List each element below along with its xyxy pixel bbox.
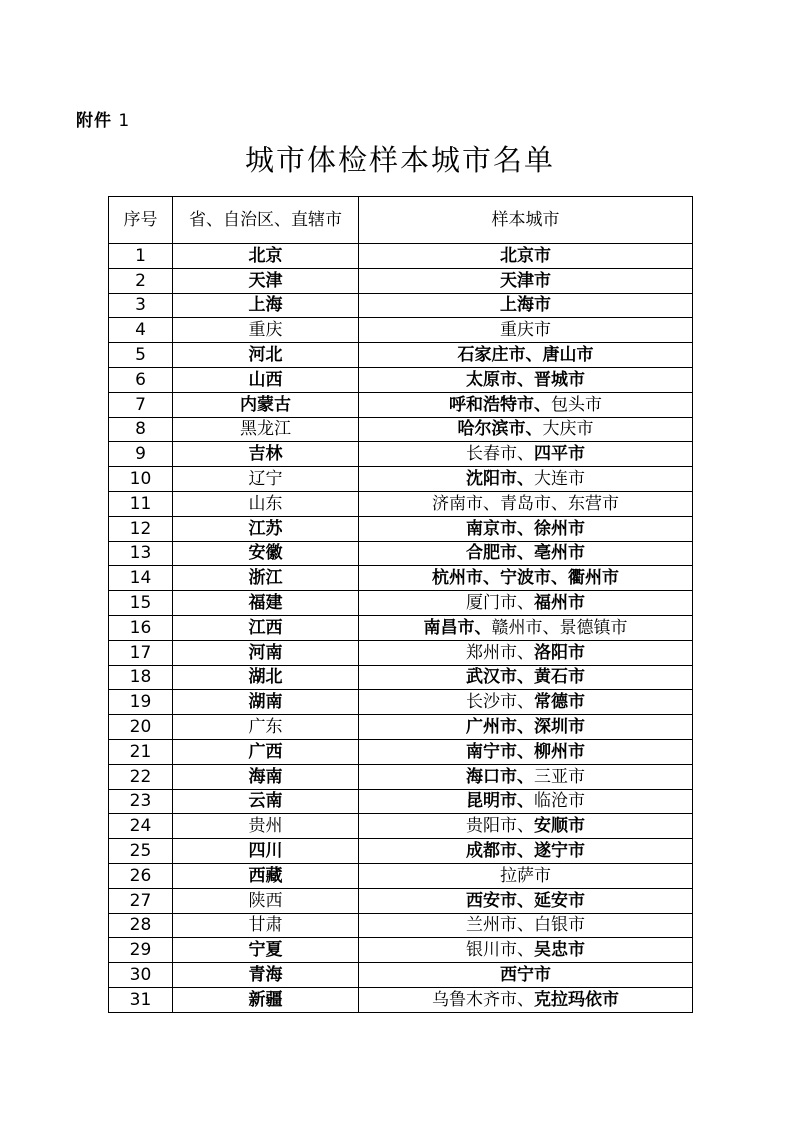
- row-sample-cities: [359, 591, 693, 616]
- city-name-segment: 沈阳市、: [466, 469, 534, 490]
- row-province: 河南: [173, 640, 359, 665]
- table-row: [109, 690, 693, 715]
- row-serial-number: 22: [109, 764, 173, 789]
- row-sample-cities: [359, 566, 693, 591]
- row-sample-cities: [359, 268, 693, 293]
- city-name-segment: 哈尔滨市、: [457, 419, 543, 440]
- table-row: [109, 814, 693, 839]
- row-sample-cities: [359, 615, 693, 640]
- annex-label-text: 附件: [76, 111, 112, 131]
- city-name-segment: 贵阳市、: [466, 816, 534, 837]
- city-name-segment: 拉萨市: [500, 865, 551, 886]
- row-sample-cities: [359, 814, 693, 839]
- table-row: [109, 963, 693, 988]
- row-sample-cities: [359, 343, 693, 368]
- city-name-segment: 重庆市: [500, 320, 551, 341]
- city-name-segment: 北京市: [500, 245, 551, 266]
- row-serial-number: 12: [109, 516, 173, 541]
- header-serial-number: 序号: [109, 197, 173, 244]
- row-serial-number: 4: [109, 318, 173, 343]
- row-sample-cities: [359, 367, 693, 392]
- row-province: 江西: [173, 615, 359, 640]
- city-list-table: [108, 196, 693, 1013]
- row-province: 广西: [173, 739, 359, 764]
- row-province: 湖南: [173, 690, 359, 715]
- row-province: 湖北: [173, 665, 359, 690]
- row-province: 陕西: [173, 888, 359, 913]
- row-sample-cities: [359, 665, 693, 690]
- row-sample-cities: [359, 293, 693, 318]
- table-row: [109, 913, 693, 938]
- row-province: 宁夏: [173, 938, 359, 963]
- table-header-row: [109, 197, 693, 244]
- row-province: 云南: [173, 789, 359, 814]
- row-sample-cities: [359, 541, 693, 566]
- city-name-segment: 上海市: [500, 295, 551, 316]
- city-name-segment: 克拉玛依市: [534, 989, 619, 1010]
- city-name-segment: 天津市: [500, 270, 551, 291]
- table-row: [109, 615, 693, 640]
- row-province: 广东: [173, 715, 359, 740]
- row-serial-number: 5: [109, 343, 173, 368]
- row-serial-number: 11: [109, 491, 173, 516]
- row-serial-number: 25: [109, 839, 173, 864]
- city-name-segment: 常德市: [534, 692, 585, 713]
- row-sample-cities: [359, 839, 693, 864]
- row-serial-number: 21: [109, 739, 173, 764]
- city-name-segment: 武汉市、黄石市: [466, 667, 585, 688]
- row-serial-number: 23: [109, 789, 173, 814]
- city-name-segment: 广州市、深圳市: [466, 717, 585, 738]
- city-name-segment: 赣州市、景德镇市: [491, 617, 628, 638]
- row-province: 新疆: [173, 987, 359, 1012]
- table-row: [109, 863, 693, 888]
- row-province: 黑龙江: [173, 417, 359, 442]
- city-name-segment: 厦门市、: [466, 593, 534, 614]
- row-sample-cities: [359, 690, 693, 715]
- city-name-segment: 临沧市: [534, 791, 585, 812]
- city-name-segment: 包头市: [551, 394, 602, 415]
- city-name-segment: 南宁市、柳州市: [466, 741, 585, 762]
- row-sample-cities: [359, 789, 693, 814]
- city-name-segment: 长沙市、: [466, 692, 534, 713]
- row-serial-number: 24: [109, 814, 173, 839]
- city-name-segment: 太原市、晋城市: [466, 369, 585, 390]
- table-row: [109, 640, 693, 665]
- row-serial-number: 3: [109, 293, 173, 318]
- row-province: 江苏: [173, 516, 359, 541]
- row-province: 吉林: [173, 442, 359, 467]
- row-sample-cities: [359, 318, 693, 343]
- city-name-segment: 四平市: [534, 444, 585, 465]
- row-sample-cities: [359, 913, 693, 938]
- city-name-segment: 西宁市: [500, 965, 551, 985]
- row-sample-cities: [359, 863, 693, 888]
- table-row: [109, 888, 693, 913]
- table-row: [109, 343, 693, 368]
- city-name-segment: 长春市、: [466, 444, 534, 465]
- city-name-segment: 海口市、: [466, 766, 534, 787]
- row-province: 青海: [173, 963, 359, 988]
- row-serial-number: 17: [109, 640, 173, 665]
- row-serial-number: 1: [109, 244, 173, 269]
- table-row: [109, 764, 693, 789]
- row-province: 安徽: [173, 541, 359, 566]
- city-name-segment: 成都市、遂宁市: [466, 841, 585, 862]
- city-name-segment: 杭州市、宁波市、衢州市: [432, 568, 619, 589]
- table-row: [109, 739, 693, 764]
- row-province: 天津: [173, 268, 359, 293]
- table-row: [109, 987, 693, 1012]
- city-name-segment: 银川市、: [466, 940, 534, 961]
- row-sample-cities: [359, 739, 693, 764]
- row-sample-cities: [359, 715, 693, 740]
- table-row: [109, 244, 693, 269]
- annex-label: [76, 106, 130, 131]
- header-sample-cities: 样本城市: [359, 197, 693, 244]
- table-row: [109, 442, 693, 467]
- table-row: [109, 516, 693, 541]
- row-province: 辽宁: [173, 467, 359, 492]
- row-serial-number: 27: [109, 888, 173, 913]
- row-sample-cities: [359, 963, 693, 988]
- row-province: 内蒙古: [173, 392, 359, 417]
- row-province: 河北: [173, 343, 359, 368]
- city-name-segment: 福州市: [534, 593, 585, 614]
- table-row: [109, 293, 693, 318]
- table-row: [109, 541, 693, 566]
- city-name-segment: 白银市: [534, 915, 585, 936]
- row-serial-number: 6: [109, 367, 173, 392]
- row-sample-cities: [359, 417, 693, 442]
- table-row: [109, 665, 693, 690]
- row-serial-number: 16: [109, 615, 173, 640]
- table-body: [109, 244, 693, 1013]
- row-serial-number: 18: [109, 665, 173, 690]
- row-serial-number: 28: [109, 913, 173, 938]
- city-name-segment: 石家庄市、唐山市: [457, 345, 594, 366]
- row-province: 西藏: [173, 863, 359, 888]
- row-province: 福建: [173, 591, 359, 616]
- table-row: [109, 591, 693, 616]
- row-province: 山西: [173, 367, 359, 392]
- city-name-segment: 大连市: [534, 469, 585, 490]
- row-serial-number: 26: [109, 863, 173, 888]
- table-row: [109, 715, 693, 740]
- row-sample-cities: [359, 516, 693, 541]
- table-row: [109, 839, 693, 864]
- row-province: 北京: [173, 244, 359, 269]
- table-row: [109, 566, 693, 591]
- table-row: [109, 789, 693, 814]
- row-serial-number: 9: [109, 442, 173, 467]
- row-serial-number: 29: [109, 938, 173, 963]
- city-name-segment: 三亚市: [534, 766, 585, 787]
- row-province: 甘肃: [173, 913, 359, 938]
- table-row: [109, 938, 693, 963]
- row-sample-cities: [359, 244, 693, 269]
- row-sample-cities: [359, 938, 693, 963]
- row-serial-number: 13: [109, 541, 173, 566]
- row-sample-cities: [359, 640, 693, 665]
- row-province: 四川: [173, 839, 359, 864]
- table-row: [109, 392, 693, 417]
- row-serial-number: 20: [109, 715, 173, 740]
- row-sample-cities: [359, 987, 693, 1012]
- city-name-segment: 西安市、延安市: [466, 890, 585, 911]
- annex-number: 1: [118, 111, 131, 131]
- row-sample-cities: [359, 491, 693, 516]
- city-name-segment: 安顺市: [534, 816, 585, 837]
- row-serial-number: 15: [109, 591, 173, 616]
- row-province: 浙江: [173, 566, 359, 591]
- row-serial-number: 2: [109, 268, 173, 293]
- row-sample-cities: [359, 764, 693, 789]
- row-serial-number: 7: [109, 392, 173, 417]
- row-serial-number: 19: [109, 690, 173, 715]
- city-name-segment: 昆明市、: [466, 791, 534, 812]
- document-title: 城市体检样本城市名单: [244, 143, 555, 177]
- row-province: 贵州: [173, 814, 359, 839]
- city-name-segment: 兰州市、: [466, 915, 534, 936]
- row-serial-number: 30: [109, 963, 173, 988]
- row-sample-cities: [359, 467, 693, 492]
- table-row: [109, 467, 693, 492]
- row-province: 山东: [173, 491, 359, 516]
- row-province: 海南: [173, 764, 359, 789]
- table-row: [109, 417, 693, 442]
- city-name-segment: 合肥市、亳州市: [466, 543, 585, 564]
- header-province: 省、自治区、直辖市: [173, 197, 359, 244]
- city-name-segment: 济南市、青岛市、东营市: [432, 493, 619, 514]
- row-sample-cities: [359, 888, 693, 913]
- city-name-segment: 呼和浩特市、: [449, 394, 551, 415]
- table-row: [109, 367, 693, 392]
- row-province: 重庆: [173, 318, 359, 343]
- table-row: [109, 491, 693, 516]
- row-sample-cities: [359, 442, 693, 467]
- city-name-segment: 南昌市、: [423, 617, 492, 638]
- row-serial-number: 10: [109, 467, 173, 492]
- row-serial-number: 14: [109, 566, 173, 591]
- row-sample-cities: [359, 392, 693, 417]
- city-name-segment: 吴忠市: [534, 940, 585, 961]
- row-serial-number: 8: [109, 417, 173, 442]
- table-row: [109, 268, 693, 293]
- table-row: [109, 318, 693, 343]
- city-name-segment: 南京市、徐州市: [466, 518, 585, 539]
- city-name-segment: 大庆市: [542, 419, 594, 440]
- city-name-segment: 郑州市、: [466, 642, 534, 663]
- city-name-segment: 洛阳市: [534, 642, 585, 663]
- row-province: 上海: [173, 293, 359, 318]
- city-name-segment: 乌鲁木齐市、: [432, 989, 534, 1010]
- row-serial-number: 31: [109, 987, 173, 1012]
